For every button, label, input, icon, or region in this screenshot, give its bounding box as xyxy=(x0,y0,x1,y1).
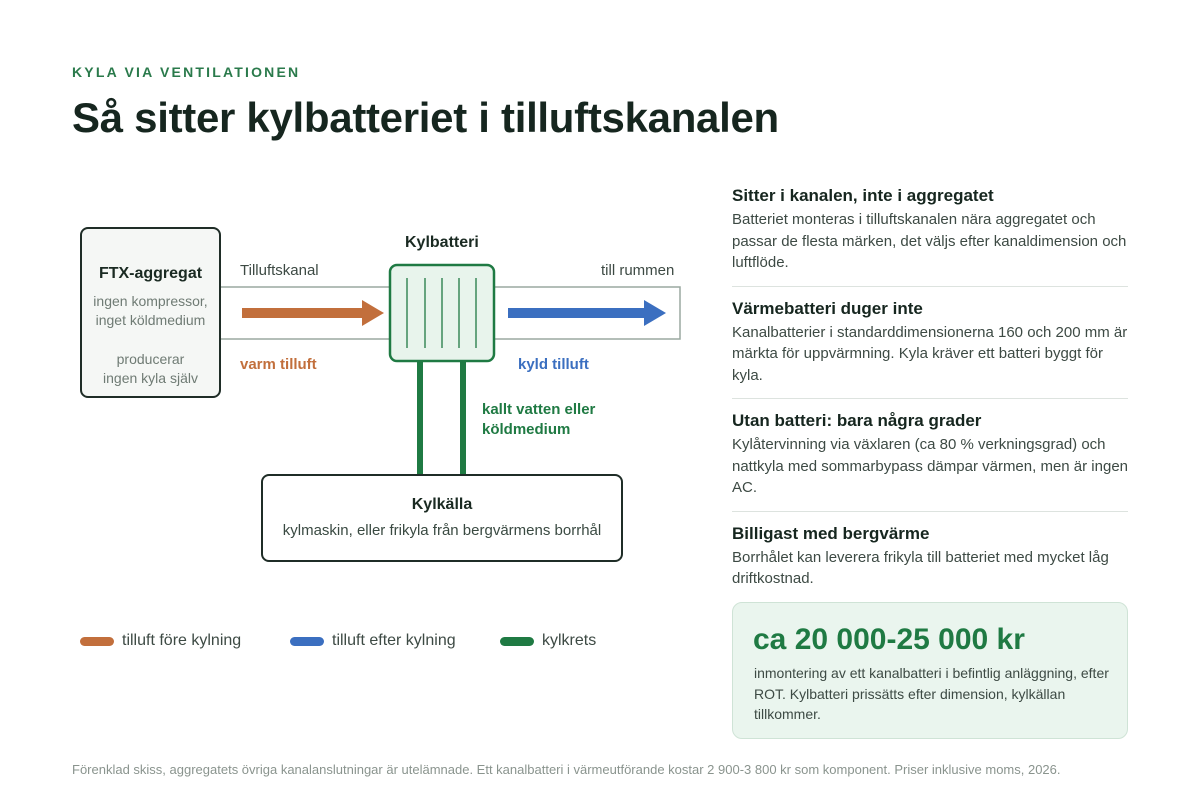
coolant-pipe-right xyxy=(460,360,466,476)
info-section xyxy=(732,186,1128,287)
legend-swatch-coolant xyxy=(500,637,534,646)
info-section xyxy=(732,299,1128,400)
warm-air-label: varm tilluft xyxy=(240,356,317,373)
section-heading: Utan batteri: bara några grader xyxy=(732,411,982,430)
section-body: Batteriet monteras i tilluftskanalen nära aggregatet och passar de flesta märken, det väljs efter kanaldimension och luftflöde. xyxy=(732,211,1127,271)
section-body: Kanalbatterier i standarddimensionerna 160 och 200 mm är märkta för uppvärmning. Kyla kräver ett batteri byggt för kyla. xyxy=(732,323,1128,384)
ftx-note-1 xyxy=(82,292,219,330)
coolant-label xyxy=(482,400,622,440)
cold-source-box xyxy=(261,474,623,562)
cold-source-subtitle: kylmaskin, eller frikyla från bergvärmens borrhål xyxy=(282,522,602,539)
section-body: Kylåtervinning via växlaren (ca 80 % verkningsgrad) och nattkyla med sommarbypass dämpar värmen, men är ingen AC. xyxy=(732,436,1129,496)
legend-swatch-warm xyxy=(80,637,114,646)
info-section xyxy=(732,411,1128,512)
duct-label: Tilluftskanal xyxy=(240,262,319,279)
section-body: Borrhålet kan leverera frikyla till batteriet med mycket låg driftkostnad. xyxy=(732,548,1109,587)
legend-item-warm xyxy=(80,632,241,650)
info-section xyxy=(732,524,1128,602)
footnote: Förenklad skiss, aggregatets övriga kanalanslutningar är utelämnade. Ett kanalbatteri i värmeutförande kostar 2 900-3 800 kr som komponent. Priser inklusive moms, 2026. xyxy=(72,762,1061,777)
page-title: Så sitter kylbatteriet i tilluftskanalen xyxy=(72,94,779,141)
ftx-note-1a: ingen kompressor, xyxy=(93,293,208,309)
legend-label-warm: tilluft före kylning xyxy=(122,632,242,649)
eyebrow: KYLA VIA VENTILATIONEN xyxy=(72,64,301,80)
coolant-label-line-1: kallt vatten eller xyxy=(482,401,596,418)
legend-label-cooled: tilluft efter kylning xyxy=(332,632,456,649)
section-heading: Billigast med bergvärme xyxy=(732,523,930,543)
cooled-air-label: kyld tilluft xyxy=(518,356,589,373)
ftx-note-1b: inget köldmedium xyxy=(95,312,206,328)
coolant-label-line-2: köldmedium xyxy=(482,421,571,438)
cold-source-title: Kylkälla xyxy=(411,496,473,513)
section-heading: Sitter i kanalen, inte i aggregatet xyxy=(732,186,994,205)
price-callout xyxy=(732,602,1128,739)
cooling-coil-label: Kylbatteri xyxy=(405,234,479,251)
legend-swatch-cooled xyxy=(290,637,324,646)
ftx-note-2b: ingen kyla själv xyxy=(103,370,198,386)
ftx-title: FTX-aggregat xyxy=(98,265,203,282)
cooling-coil xyxy=(390,265,494,361)
section-heading: Värmebatteri duger inte xyxy=(732,298,923,318)
ftx-note-2a: producerar xyxy=(116,351,185,367)
to-rooms-label: till rummen xyxy=(601,262,675,279)
ftx-note-2 xyxy=(82,350,219,388)
legend-label-coolant: kylkrets xyxy=(542,632,597,649)
info-sections xyxy=(732,186,1128,614)
legend-item-coolant xyxy=(500,632,596,650)
coolant-pipe-left xyxy=(417,360,423,476)
price-amount: ca 20 000-25 000 kr xyxy=(753,623,1025,656)
legend-item-cooled xyxy=(290,632,456,650)
ftx-unit-box xyxy=(80,227,221,398)
price-description: inmontering av ett kanalbatteri i befintlig anläggning, efter ROT. Kylbatteri prissätts efter dimension, kylkällan tillkommer. xyxy=(754,665,1109,722)
